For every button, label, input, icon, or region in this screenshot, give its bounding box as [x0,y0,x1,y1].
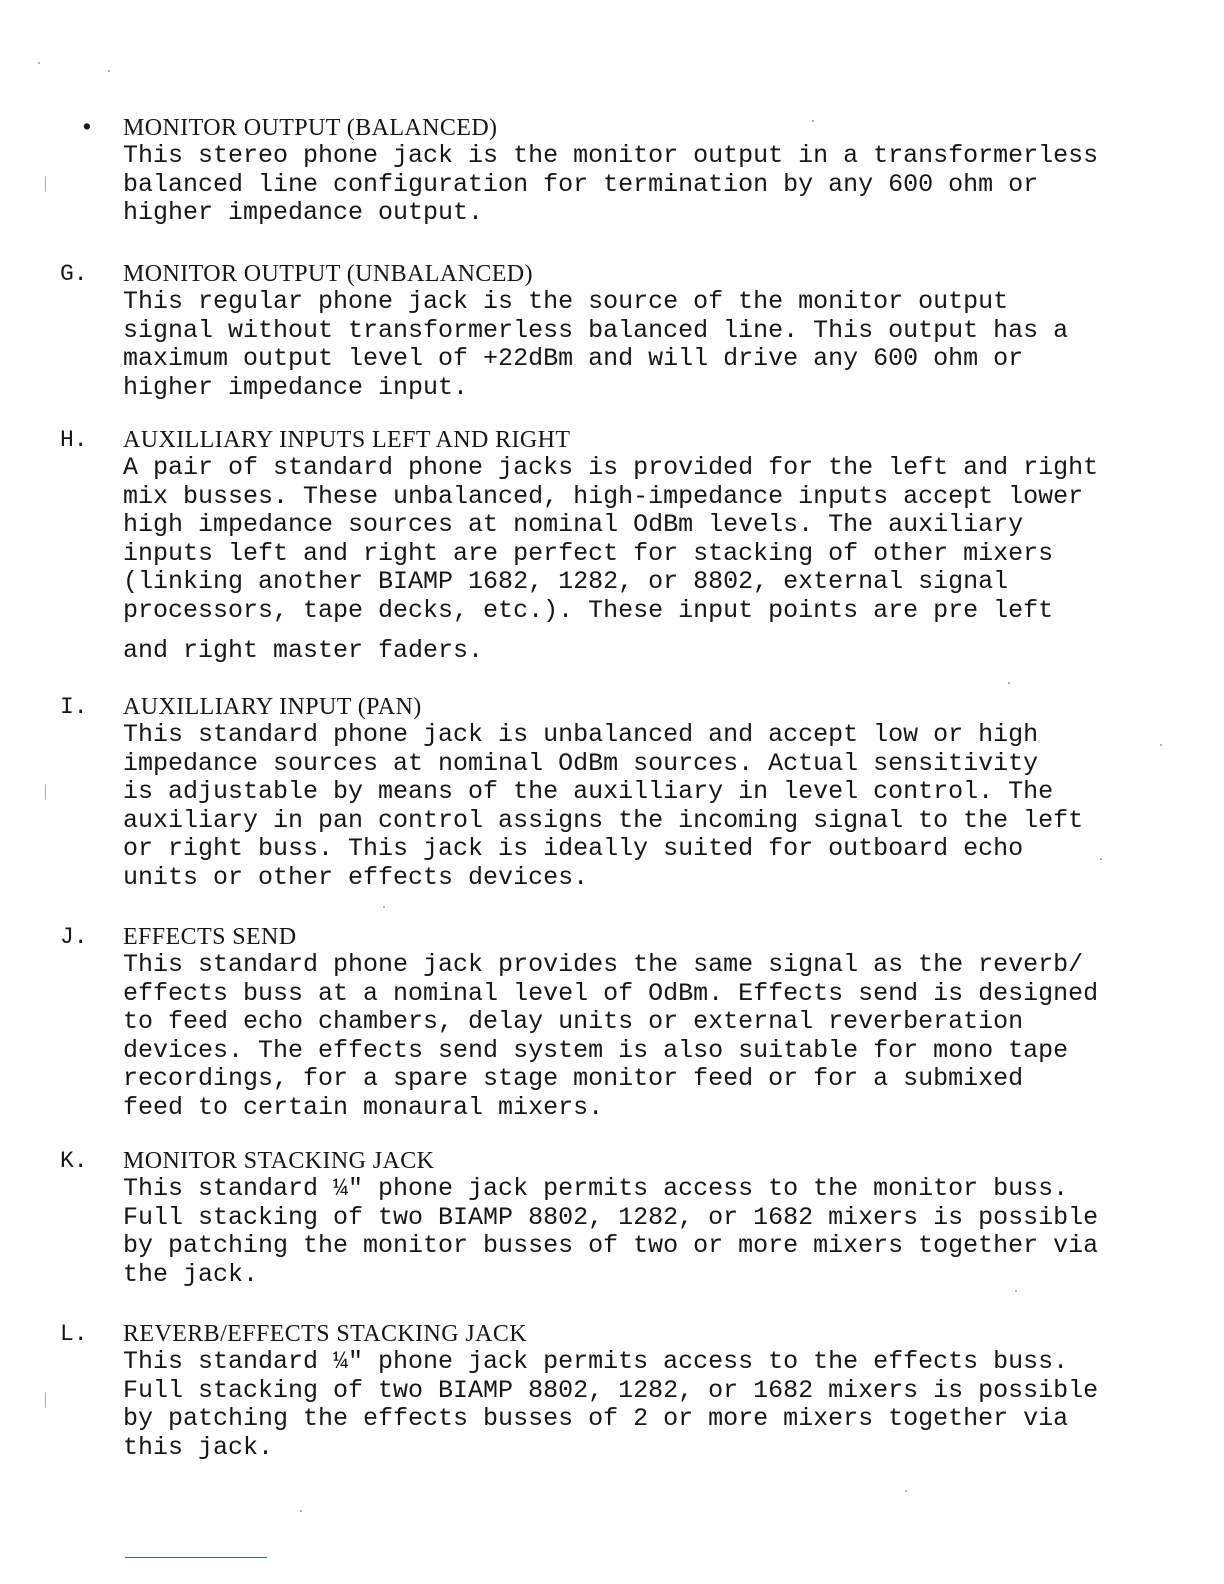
body-line: devices. The effects send system is also suitable for mono tape [123,1035,1069,1065]
scan-speck [1100,858,1102,860]
scan-margin-mark [45,176,48,192]
body-line: This standard phone jack is unbalanced and accept low or high [123,720,1039,749]
body-line: A pair of standard phone jacks is provided for the left and right [123,453,1099,482]
footnote-rule [125,1557,267,1558]
body-line: impedance sources at nominal OdBm sources. Actual sensitivity [123,748,1039,778]
scan-speck [1160,744,1162,746]
section-letter: J. [60,924,88,950]
scan-margin-mark [45,1392,48,1408]
scan-speck [38,62,40,64]
body-line: signal without transformerless balanced line. This output has a [123,315,1069,345]
body-line: higher impedance output. [123,198,484,227]
body-line: balanced line configuration for termination by any 600 ohm or [123,169,1039,199]
section-letter: I. [60,694,88,720]
scan-speck [300,1510,302,1512]
section-heading: REVERB/EFFECTS STACKING JACK [123,1321,528,1347]
body-line: maximum output level of +22dBm and will drive any 600 ohm or [123,344,1024,373]
section-heading: AUXILLIARY INPUT (PAN) [123,694,422,720]
body-line: or right buss. This jack is ideally suited for outboard echo [123,834,1024,863]
body-line: higher impedance input. [123,372,469,402]
section-letter: H. [60,427,88,453]
section-body [123,454,1163,666]
scan-speck [812,120,814,122]
section-heading: MONITOR OUTPUT (BALANCED) [123,115,498,141]
section-letter: L. [60,1321,88,1347]
section-body [123,721,1163,892]
section-body [123,951,1163,1122]
body-line: This standard ¼" phone jack permits access to the monitor buss. [123,1174,1069,1203]
section-heading: MONITOR OUTPUT (UNBALANCED) [123,261,533,287]
section-body [123,1175,1163,1289]
body-line: This regular phone jack is the source of the monitor output [123,287,1009,316]
body-line: (linking another BIAMP 1682, 1282, or 8802, external signal [123,567,1009,596]
scan-speck [1015,1290,1017,1292]
body-line: is adjustable by means of the auxilliary in level control. The [123,777,1054,806]
section-letter: K. [60,1148,88,1174]
body-line: This standard phone jack provides the same signal as the reverb/ [123,950,1084,979]
body-line: high impedance sources at nominal OdBm levels. The auxiliary [123,510,1024,539]
body-line: inputs left and right are perfect for stacking of other mixers [123,538,1054,568]
section-letter: • [80,115,94,141]
section-body [123,1348,1163,1462]
body-line: auxiliary in pan control assigns the incoming signal to the left [123,805,1084,835]
body-line: by patching the monitor busses of two or more mixers together via [123,1231,1099,1260]
section-body [123,142,1163,228]
body-line: the jack. [123,1259,259,1289]
section-body [123,288,1163,402]
body-line: to feed echo chambers, delay units or external reverberation [123,1007,1024,1036]
body-line: This standard ¼" phone jack permits access to the effects buss. [123,1347,1069,1376]
scan-speck [108,70,110,72]
scan-speck [1008,682,1010,684]
section-heading: MONITOR STACKING JACK [123,1148,435,1174]
body-line: effects buss at a nominal level of OdBm. Effects send is designed [123,978,1099,1008]
scan-speck [383,906,385,908]
body-line: mix busses. These unbalanced, high-impedance inputs accept lower [123,481,1084,511]
section-heading: AUXILLIARY INPUTS LEFT AND RIGHT [123,427,571,453]
body-line: Full stacking of two BIAMP 8802, 1282, or 1682 mixers is possible [123,1375,1099,1405]
body-line: processors, tape decks, etc.). These input points are pre left [123,595,1054,625]
body-line: and right master faders. [123,636,484,665]
body-line: units or other effects devices. [123,862,589,892]
scan-margin-mark [45,784,48,800]
body-line: by patching the effects busses of 2 or more mixers together via [123,1404,1069,1433]
section-heading: EFFECTS SEND [123,924,297,950]
scan-speck [905,1490,907,1492]
body-line: Full stacking of two BIAMP 8802, 1282, or 1682 mixers is possible [123,1202,1099,1232]
body-line: this jack. [123,1432,274,1462]
body-line: feed to certain monaural mixers. [123,1092,604,1122]
section-letter: G. [60,261,88,287]
body-line: recordings, for a spare stage monitor feed or for a submixed [123,1064,1024,1093]
body-line: This stereo phone jack is the monitor output in a transformerless [123,141,1099,170]
